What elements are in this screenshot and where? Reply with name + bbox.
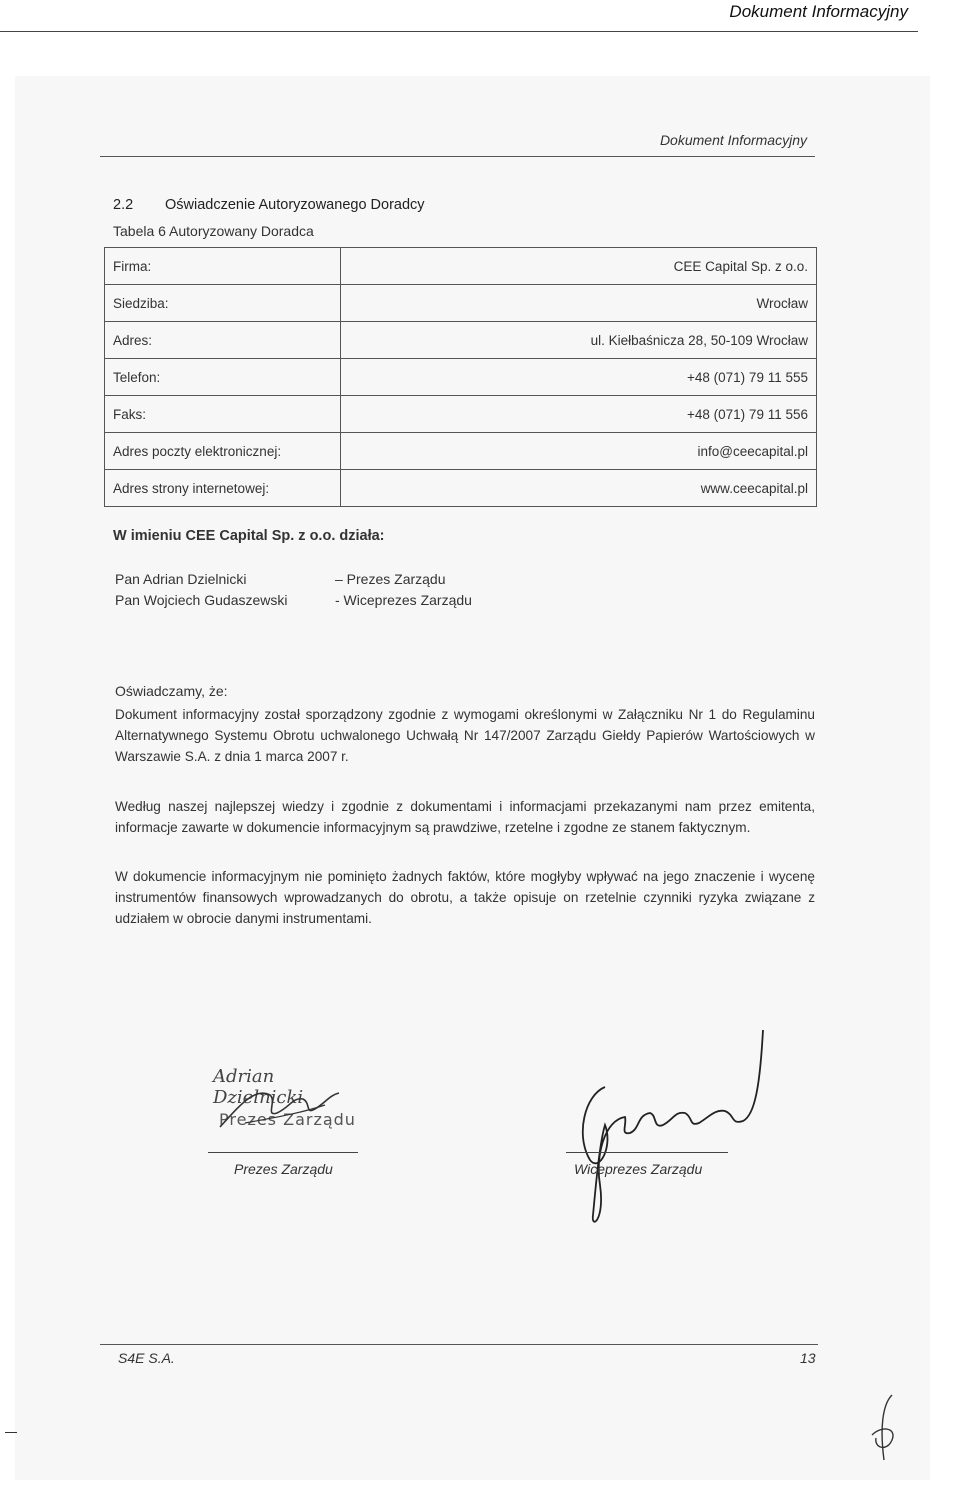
stamp-name: Adrian Dzielnicki: [213, 1066, 304, 1108]
table-label: Siedziba:: [105, 285, 341, 322]
table-value: +48 (071) 79 11 555: [341, 359, 817, 396]
table-label: Adres poczty elektronicznej:: [105, 433, 341, 470]
person-role: - Wiceprezes Zarządu: [335, 592, 472, 608]
page-header-title: Dokument Informacyjny: [729, 2, 908, 21]
margin-dash: [5, 1432, 17, 1433]
scan-header: [100, 130, 815, 157]
table-row: [105, 322, 817, 359]
table-value: info@ceecapital.pl: [341, 433, 817, 470]
signature-caption: Prezes Zarządu: [234, 1161, 333, 1177]
person-name: Pan Adrian Dzielnicki: [115, 571, 247, 587]
section-title: Oświadczenie Autoryzowanego Doradcy: [165, 197, 425, 213]
table-row: [105, 470, 817, 507]
table-row: [105, 285, 817, 322]
table-label: Faks:: [105, 396, 341, 433]
page-number: 13: [800, 1350, 816, 1366]
table-row: [105, 359, 817, 396]
declaration-intro: Oświadczamy, że:: [115, 683, 228, 699]
section-heading: [113, 197, 425, 213]
initials-mark: [862, 1390, 907, 1465]
scan-header-title: Dokument Informacyjny: [659, 132, 807, 148]
vicepresident-signature-drawing: [565, 1025, 775, 1230]
stamp-role: Prezes Zarządu: [219, 1110, 356, 1129]
section-number: 2.2: [113, 197, 134, 213]
table-value: www.ceecapital.pl: [341, 470, 817, 507]
footer-company: S4E S.A.: [118, 1350, 175, 1366]
table-value: Wrocław: [341, 285, 817, 322]
table-label: Firma:: [105, 248, 341, 285]
table-value: +48 (071) 79 11 556: [341, 396, 817, 433]
table-row: [105, 433, 817, 470]
on-behalf-heading: W imieniu CEE Capital Sp. z o.o. działa:: [113, 528, 385, 544]
table-label: Adres:: [105, 322, 341, 359]
declaration-paragraph: Dokument informacyjny został sporządzony zgodnie z wymogami określonymi w Załączniku Nr 1 do Regulaminu Alternatywnego Systemu Obrotu uchwalonego Uchwałą Nr 147/2007 Zarządu Giełdy Papierów Wartościowych w Warszawie S.A. z dnia 1 marca 2007 r.: [115, 707, 815, 764]
declaration-paragraph: W dokumencie informacyjnym nie pominięto żadnych faktów, które mogłyby wpływać na jego znaczenie i wycenę instrumentów finansowych wprowadzanych do obrotu, a także opisuje on rzetelnie czynniki ryzyka związane z udziałem w obrocie danymi instrumentami.: [115, 869, 815, 926]
table-value: CEE Capital Sp. z o.o.: [341, 248, 817, 285]
table-label: Telefon:: [105, 359, 341, 396]
table-value: ul. Kiełbaśnicza 28, 50-109 Wrocław: [341, 322, 817, 359]
president-signature-drawing: [215, 1075, 345, 1135]
signature-caption: Wiceprezes Zarządu: [574, 1161, 703, 1177]
person-name: Pan Wojciech Gudaszewski: [115, 592, 288, 608]
footer-divider: [100, 1344, 818, 1345]
advisor-table: [104, 247, 817, 507]
signature-line: [566, 1152, 728, 1153]
declaration-paragraph: Według naszej najlepszej wiedzy i zgodnie z dokumentami i informacjami przekazanymi nam przez emitenta, informacje zawarte w dokumencie informacyjnym są prawdziwe, rzetelne i zgodne ze stanem faktycznym.: [115, 799, 815, 835]
table-row: [105, 396, 817, 433]
table-row: [105, 248, 817, 285]
table-caption: Tabela 6 Autoryzowany Doradca: [113, 223, 314, 239]
person-role: – Prezes Zarządu: [335, 571, 446, 587]
signature-line: [208, 1152, 358, 1153]
page-header: [0, 0, 918, 32]
table-label: Adres strony internetowej:: [105, 470, 341, 507]
